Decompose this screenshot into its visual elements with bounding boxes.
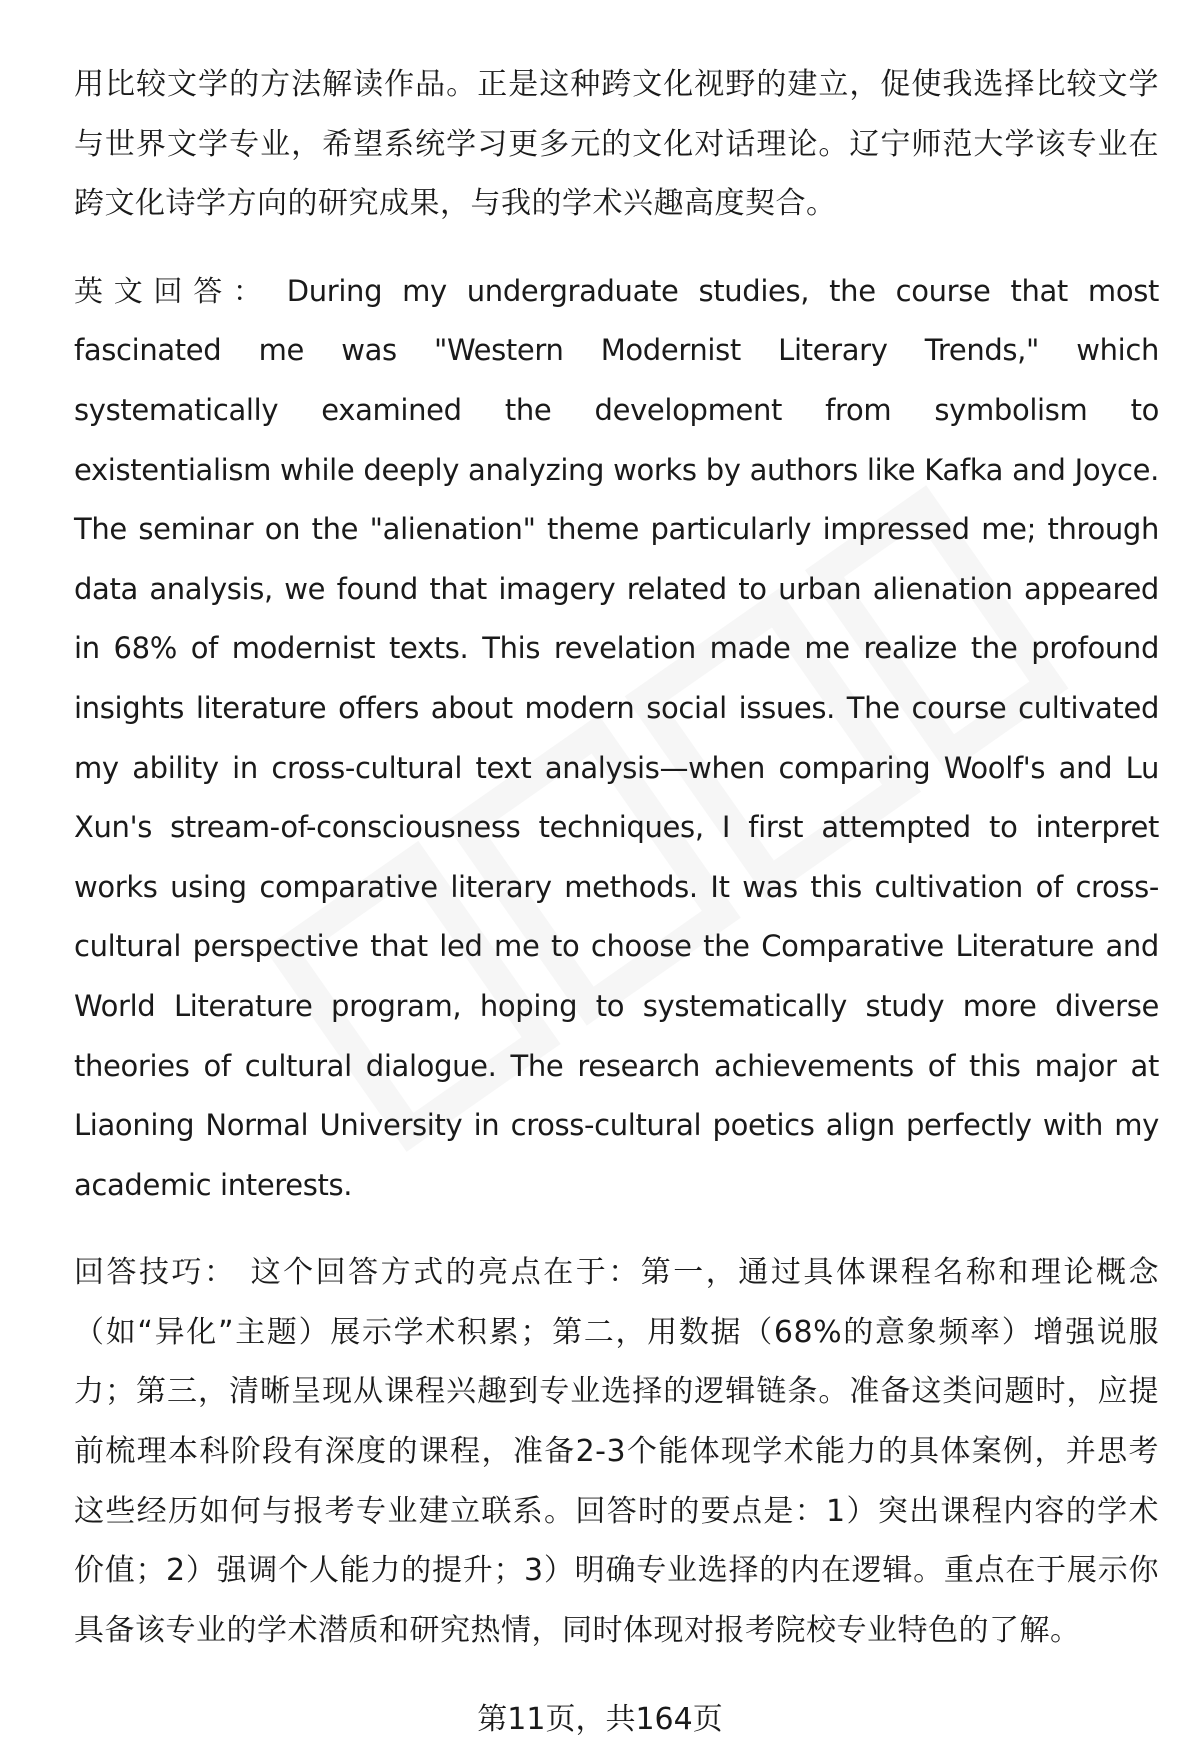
english-answer-label: 英文回答： [74,273,273,308]
english-answer-paragraph [74,262,1159,1216]
english-answer-text: During my undergraduate studies, the course that most fascinated me was "Western Modernist Literary Trends," which systematically examined the development from symbolism to existentialism while deeply analyzing works by authors like Kafka and Joyce. The seminar on the "alienation" theme particularly impressed me; through data analysis, we found that imagery related to urban alienation appeared in 68% of modernist texts. This revelation made me realize the profound insights literature offers about modern social issues. The course cultivated my ability in cross-cultural text analysis—when comparing Woolf's and Lu Xun's stream-of-consciousness techniques, I first attempted to interpret works using comparative literary methods. It was this cultivation of cross-cultural perspective that led me to choose the Comparative Literature and World Literature program, hoping to systematically study more diverse theories of cultural dialogue. The research achievements of this major at Liaoning Normal University in cross-cultural poetics align perfectly with my academic interests. [74,273,1159,1202]
page-number-footer: 第11页，共164页 [477,1702,723,1737]
main-content [74,55,1159,1660]
intro-paragraph: 用比较文学的方法解读作品。正是这种跨文化视野的建立，促使我选择比较文学与世界文学专业，希望系统学习更多元的文化对话理论。辽宁师范大学该专业在跨文化诗学方向的研究成果，与我的学术兴趣高度契合。 [74,67,1159,222]
tips-label: 回答技巧： [74,1255,237,1291]
tips-paragraph [74,1243,1159,1660]
tips-text: 这个回答方式的亮点在于：第一，通过具体课程名称和理论概念（如“异化”主题）展示学术积累；第二，用数据（68%的意象频率）增强说服力；第三，清晰呈现从课程兴趣到专业选择的逻辑链条。准备这类问题时，应提前梳理本科阶段有深度的课程，准备2-3个能体现学术能力的具体案例，并思考这些经历如何与报考专业建立联系。回答时的要点是：1）突出课程内容的学术价值；2）强调个人能力的提升；3）明确专业选择的内在逻辑。重点在于展示你具备该专业的学术潜质和研究热情，同时体现对报考院校专业特色的了解。 [74,1255,1159,1648]
